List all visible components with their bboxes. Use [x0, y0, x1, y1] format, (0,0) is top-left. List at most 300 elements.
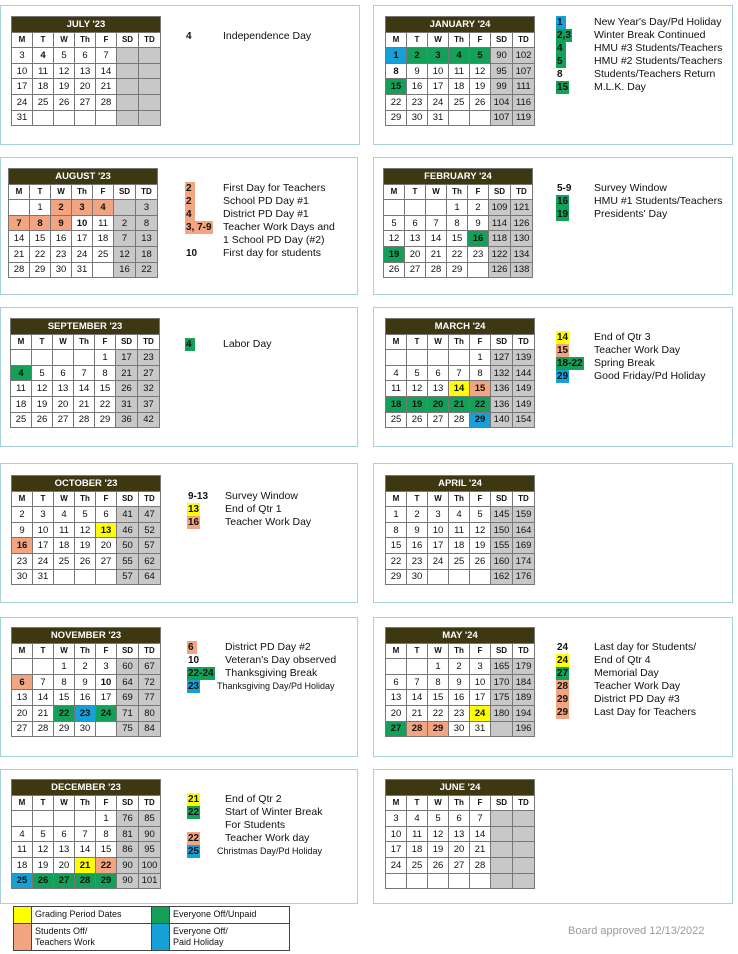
day-cell: 25: [386, 412, 407, 428]
day-cell: 29: [386, 569, 407, 585]
school-day-count: [117, 94, 139, 110]
weekday-header: Th: [75, 32, 96, 48]
teacher-day-count: 3: [136, 200, 158, 216]
day-cell: 24: [72, 246, 93, 262]
school-day-count: [114, 200, 136, 216]
day-cell: 3: [96, 659, 117, 675]
day-cell: 13: [428, 381, 449, 397]
day-cell: 2: [449, 659, 470, 675]
school-day-count: 155: [491, 538, 513, 554]
day-cell: 31: [470, 721, 491, 737]
teacher-day-count: 164: [513, 522, 535, 538]
event-item: [187, 793, 282, 806]
weekday-header: TD: [513, 491, 535, 507]
event-description: M.L.K. Day: [594, 81, 646, 93]
legend-label-unpaid: Everyone Off/Unpaid: [170, 907, 290, 924]
teacher-day-count: [139, 110, 161, 126]
day-cell: 26: [470, 94, 491, 110]
event-date: 5: [556, 55, 566, 68]
day-cell: 27: [75, 94, 96, 110]
day-cell: 4: [386, 365, 407, 381]
day-cell: 2: [468, 200, 489, 216]
calendar-oct: [11, 475, 161, 585]
day-cell: 17: [96, 690, 117, 706]
school-day-count: 165: [491, 659, 513, 675]
teacher-day-count: 176: [513, 569, 535, 585]
day-cell: 10: [72, 215, 93, 231]
day-cell: 19: [470, 538, 491, 554]
teacher-day-count: 169: [513, 538, 535, 554]
day-cell: 11: [12, 842, 33, 858]
day-cell: 13: [449, 826, 470, 842]
teacher-day-count: 174: [513, 553, 535, 569]
event-date: 16: [188, 517, 200, 528]
weekday-header: M: [386, 334, 407, 350]
weekday-header: M: [9, 184, 30, 200]
teacher-day-count: 149: [513, 396, 535, 412]
day-cell: 1: [96, 811, 117, 827]
teacher-day-count: 154: [513, 412, 535, 428]
day-cell: 23: [407, 94, 428, 110]
teacher-day-count: 159: [513, 507, 535, 523]
day-cell: 15: [470, 381, 491, 397]
school-day-count: 104: [491, 94, 513, 110]
event-description: Veteran's Day observed: [225, 654, 337, 666]
weekday-header: M: [12, 795, 33, 811]
event-description: Teacher Work day: [225, 832, 310, 844]
day-cell: 7: [74, 365, 95, 381]
day-cell: 22: [428, 705, 449, 721]
weekday-header: TD: [139, 32, 161, 48]
day-cell: 22: [386, 94, 407, 110]
day-cell: 5: [75, 507, 96, 523]
day-cell: [11, 350, 32, 366]
event-date: 22-24: [188, 668, 214, 679]
day-cell: 10: [96, 674, 117, 690]
calendar-jan: [385, 16, 535, 126]
weekday-header: SD: [117, 643, 139, 659]
day-cell: 13: [53, 381, 74, 397]
event-item: [556, 357, 655, 370]
day-cell: 9: [449, 674, 470, 690]
day-cell: 15: [54, 690, 75, 706]
day-cell: 24: [428, 553, 449, 569]
day-cell: 5: [32, 365, 53, 381]
day-cell: 12: [470, 63, 491, 79]
day-cell: 15: [428, 690, 449, 706]
day-cell: 26: [75, 553, 96, 569]
school-day-count: 86: [117, 842, 139, 858]
day-cell: 8: [470, 365, 491, 381]
day-cell: 2: [12, 507, 33, 523]
day-cell: 16: [449, 690, 470, 706]
month-title: APRIL '24: [386, 476, 535, 492]
event-date: 22: [188, 807, 200, 818]
school-day-count: [117, 63, 139, 79]
day-cell: 27: [96, 553, 117, 569]
teacher-day-count: 130: [511, 231, 533, 247]
day-cell: 8: [386, 63, 407, 79]
event-description: District PD Day #2: [225, 641, 311, 653]
weekday-header: F: [96, 795, 117, 811]
weekday-header: TD: [513, 334, 535, 350]
event-item: [187, 832, 310, 845]
weekday-header: T: [407, 795, 428, 811]
day-cell: [428, 350, 449, 366]
teacher-day-count: 84: [139, 721, 161, 737]
day-cell: 27: [428, 412, 449, 428]
day-cell: 22: [470, 396, 491, 412]
day-cell: 13: [96, 522, 117, 538]
day-cell: 4: [33, 48, 54, 64]
day-cell: 19: [384, 246, 405, 262]
day-cell: 30: [12, 569, 33, 585]
weekday-header: Th: [74, 334, 95, 350]
event-description: Thanksgiving Break: [225, 667, 318, 679]
day-cell: [74, 350, 95, 366]
event-date: 13: [188, 504, 200, 515]
event-item: [185, 247, 322, 260]
teacher-day-count: 67: [139, 659, 161, 675]
day-cell: 5: [470, 48, 491, 64]
school-day-count: 99: [491, 79, 513, 95]
legend-swatch-paid-holiday: [152, 924, 170, 951]
weekday-header: M: [384, 184, 405, 200]
weekday-header: Th: [449, 32, 470, 48]
calendar-aug: [8, 168, 158, 278]
day-cell: 9: [468, 215, 489, 231]
day-cell: 19: [470, 79, 491, 95]
day-cell: 26: [54, 94, 75, 110]
event-date: 9-13: [188, 491, 209, 502]
day-cell: 31: [428, 110, 449, 126]
day-cell: 9: [12, 522, 33, 538]
day-cell: 20: [54, 857, 75, 873]
event-date: 24: [557, 642, 569, 653]
teacher-day-count: 111: [513, 79, 535, 95]
day-cell: 21: [470, 842, 491, 858]
event-item: [556, 68, 716, 81]
teacher-day-count: 189: [513, 690, 535, 706]
weekday-header: Th: [449, 491, 470, 507]
day-cell: 5: [384, 215, 405, 231]
day-cell: 28: [407, 721, 428, 737]
day-cell: 17: [33, 538, 54, 554]
day-cell: 9: [407, 522, 428, 538]
weekday-header: W: [428, 643, 449, 659]
day-cell: 4: [12, 826, 33, 842]
teacher-day-count: [513, 811, 535, 827]
legend-label-grading: Grading Period Dates: [32, 907, 152, 924]
teacher-day-count: 47: [139, 507, 161, 523]
school-day-count: 7: [114, 231, 136, 247]
weekday-header: M: [11, 334, 32, 350]
day-cell: 12: [428, 826, 449, 842]
event-date: 1: [556, 16, 566, 29]
day-cell: 18: [12, 857, 33, 873]
event-description: Teacher Work Day: [594, 680, 681, 692]
event-date: 24: [557, 655, 569, 666]
teacher-day-count: [513, 857, 535, 873]
event-description: Last day for Students/: [594, 641, 697, 653]
day-cell: 1: [386, 48, 407, 64]
day-cell: 6: [386, 674, 407, 690]
school-day-count: 136: [491, 396, 513, 412]
day-cell: 9: [75, 674, 96, 690]
teacher-day-count: 80: [139, 705, 161, 721]
day-cell: [75, 811, 96, 827]
teacher-day-count: 85: [139, 811, 161, 827]
weekday-header: W: [426, 184, 447, 200]
day-cell: 25: [449, 94, 470, 110]
teacher-day-count: 95: [139, 842, 161, 858]
school-day-count: 21: [116, 365, 138, 381]
event-date: 21: [188, 794, 200, 805]
school-day-count: 31: [116, 396, 138, 412]
teacher-day-count: 184: [513, 674, 535, 690]
day-cell: 20: [96, 538, 117, 554]
day-cell: 11: [386, 381, 407, 397]
day-cell: 31: [12, 110, 33, 126]
school-day-count: 57: [117, 569, 139, 585]
event-item: [556, 29, 706, 42]
school-day-count: 145: [491, 507, 513, 523]
day-cell: 16: [75, 690, 96, 706]
day-cell: 3: [12, 48, 33, 64]
event-description: Teacher Work Day: [594, 344, 681, 356]
day-cell: [384, 200, 405, 216]
day-cell: 15: [30, 231, 51, 247]
teacher-day-count: 139: [513, 350, 535, 366]
school-day-count: 2: [114, 215, 136, 231]
event-item: [185, 182, 326, 195]
weekday-header: M: [386, 491, 407, 507]
teacher-day-count: [139, 63, 161, 79]
weekday-header: SD: [117, 795, 139, 811]
school-day-count: 118: [489, 231, 511, 247]
school-day-count: 170: [491, 674, 513, 690]
weekday-header: W: [428, 334, 449, 350]
event-description: Independence Day: [223, 30, 312, 42]
day-cell: 29: [95, 412, 116, 428]
weekday-header: SD: [491, 334, 513, 350]
teacher-day-count: 196: [513, 721, 535, 737]
event-description: First day for students: [223, 247, 322, 259]
day-cell: 1: [95, 350, 116, 366]
weekday-header: W: [53, 334, 74, 350]
day-cell: 22: [96, 857, 117, 873]
day-cell: 27: [386, 721, 407, 737]
weekday-header: W: [54, 491, 75, 507]
day-cell: 24: [12, 94, 33, 110]
event-description: Winter Break Continued: [594, 29, 706, 41]
month-title: DECEMBER '23: [12, 780, 161, 796]
event-date: 15: [557, 82, 569, 93]
event-item: [556, 706, 696, 719]
event-date: 4: [186, 31, 192, 42]
legend-swatch-unpaid: [152, 907, 170, 924]
day-cell: 30: [75, 721, 96, 737]
day-cell: 8: [95, 365, 116, 381]
school-day-count: 12: [114, 246, 136, 262]
day-cell: [449, 350, 470, 366]
day-cell: 29: [386, 110, 407, 126]
day-cell: 29: [30, 262, 51, 278]
school-day-count: 109: [489, 200, 511, 216]
day-cell: 5: [470, 507, 491, 523]
calendar-apr: [385, 475, 535, 585]
event-item: [187, 503, 282, 516]
day-cell: 19: [32, 396, 53, 412]
legend-swatch-teachers-work: [14, 924, 32, 951]
day-cell: 31: [33, 569, 54, 585]
day-cell: 7: [33, 674, 54, 690]
school-day-count: 90: [491, 48, 513, 64]
day-cell: 6: [96, 507, 117, 523]
event-item: [556, 195, 723, 208]
calendar-may: [385, 627, 535, 737]
school-day-count: 160: [491, 553, 513, 569]
day-cell: 20: [449, 842, 470, 858]
day-cell: 22: [30, 246, 51, 262]
weekday-header: M: [12, 491, 33, 507]
day-cell: 11: [93, 215, 114, 231]
school-day-count: 41: [117, 507, 139, 523]
day-cell: [449, 873, 470, 889]
event-description: School PD Day #1: [223, 195, 309, 207]
teacher-day-count: 90: [139, 826, 161, 842]
teacher-day-count: 100: [139, 857, 161, 873]
day-cell: 5: [33, 826, 54, 842]
teacher-day-count: [139, 94, 161, 110]
weekday-header: SD: [491, 643, 513, 659]
school-day-count: [491, 721, 513, 737]
day-cell: [449, 110, 470, 126]
weekday-header: TD: [139, 491, 161, 507]
day-cell: 12: [407, 381, 428, 397]
event-item: [187, 516, 312, 529]
school-day-count: 26: [116, 381, 138, 397]
teacher-day-count: 134: [511, 246, 533, 262]
day-cell: 10: [428, 63, 449, 79]
calendar-sep: [10, 318, 160, 428]
weekday-header: Th: [449, 795, 470, 811]
day-cell: 2: [407, 507, 428, 523]
day-cell: 12: [470, 522, 491, 538]
day-cell: 18: [449, 79, 470, 95]
day-cell: 16: [51, 231, 72, 247]
event-item: [185, 221, 335, 234]
weekday-header: W: [54, 32, 75, 48]
day-cell: 19: [428, 842, 449, 858]
weekday-header: TD: [513, 643, 535, 659]
event-description: End of Qtr 3: [594, 331, 651, 343]
school-day-count: 175: [491, 690, 513, 706]
day-cell: 5: [54, 48, 75, 64]
event-date: 18-22: [557, 358, 583, 369]
month-title: OCTOBER '23: [12, 476, 161, 492]
day-cell: 21: [33, 705, 54, 721]
weekday-header: W: [51, 184, 72, 200]
day-cell: 28: [426, 262, 447, 278]
calendar-feb: [383, 168, 533, 278]
day-cell: 21: [75, 857, 96, 873]
day-cell: [468, 262, 489, 278]
event-item: [185, 30, 312, 43]
event-date: 19: [557, 209, 569, 220]
day-cell: 4: [449, 507, 470, 523]
event-item: [556, 16, 722, 29]
weekday-header: Th: [449, 643, 470, 659]
day-cell: 1: [54, 659, 75, 675]
day-cell: 26: [470, 553, 491, 569]
day-cell: 5: [407, 365, 428, 381]
teacher-day-count: 107: [513, 63, 535, 79]
teacher-day-count: 179: [513, 659, 535, 675]
event-date: 10: [186, 248, 198, 259]
month-title: JULY '23: [12, 17, 161, 33]
event-item: [185, 208, 309, 221]
day-cell: 16: [12, 538, 33, 554]
school-day-count: 64: [117, 674, 139, 690]
school-day-count: 136: [491, 381, 513, 397]
event-date: 4: [556, 42, 566, 55]
day-cell: 11: [11, 381, 32, 397]
day-cell: 4: [11, 365, 32, 381]
day-cell: [12, 811, 33, 827]
day-cell: 28: [9, 262, 30, 278]
day-cell: 18: [11, 396, 32, 412]
day-cell: [407, 873, 428, 889]
day-cell: 21: [407, 705, 428, 721]
day-cell: 10: [470, 674, 491, 690]
day-cell: 10: [33, 522, 54, 538]
day-cell: 29: [96, 873, 117, 889]
weekday-header: M: [386, 643, 407, 659]
weekday-header: F: [93, 184, 114, 200]
event-description: End of Qtr 2: [225, 793, 282, 805]
day-cell: 5: [428, 811, 449, 827]
weekday-header: SD: [114, 184, 136, 200]
month-title: JANUARY '24: [386, 17, 535, 33]
day-cell: 27: [449, 857, 470, 873]
day-cell: 15: [386, 538, 407, 554]
school-day-count: [491, 826, 513, 842]
day-cell: 3: [428, 48, 449, 64]
teacher-day-count: 64: [139, 569, 161, 585]
day-cell: 27: [12, 721, 33, 737]
day-cell: 26: [428, 857, 449, 873]
event-description: Teacher Work Days and: [223, 221, 335, 233]
event-date: 4: [185, 208, 195, 221]
day-cell: 25: [33, 94, 54, 110]
day-cell: 15: [386, 79, 407, 95]
school-day-count: 132: [491, 365, 513, 381]
month-title: MARCH '24: [386, 319, 535, 335]
day-cell: 13: [12, 690, 33, 706]
day-cell: 9: [51, 215, 72, 231]
day-cell: 2: [75, 659, 96, 675]
day-cell: [449, 569, 470, 585]
event-item: [556, 641, 697, 654]
teacher-day-count: 119: [513, 110, 535, 126]
weekday-header: Th: [75, 795, 96, 811]
month-title: NOVEMBER '23: [12, 628, 161, 644]
event-date: 16: [557, 196, 569, 207]
day-cell: 14: [33, 690, 54, 706]
school-day-count: 76: [117, 811, 139, 827]
event-item: [556, 654, 651, 667]
